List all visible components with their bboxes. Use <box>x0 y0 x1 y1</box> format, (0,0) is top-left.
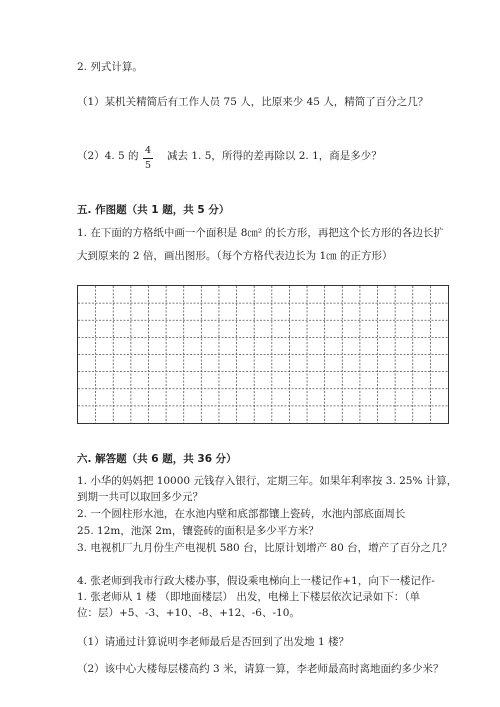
problem-3-line1: 3. 电视机厂九月份生产电视机 580 台，比原计划增产 80 台，增产了百分之几？ <box>77 542 453 554</box>
drawing-question-line1: 1. 在下面的方格纸中画一个面积是 8㎝² 的长方形，再把这个长方形的各边长扩 <box>77 227 444 239</box>
problem-4-line1: 4. 张老师到我市行政大楼办事，假设乘电梯向上一楼记作+1，向下一楼记作- <box>77 575 435 587</box>
problem-1-line2: 到期一共可以取回多少元？ <box>77 491 203 503</box>
grid-lines <box>78 286 448 423</box>
drawing-question-line2: 大到原来的 2 倍，画出图形。（每个方格代表边长为 1㎝ 的正方形） <box>77 250 393 262</box>
problem-4-line2: 1. 张老师从 1 楼 （即地面楼层） 出发，电梯上下楼层依次记录如下：（单 <box>77 591 421 603</box>
problem-2-line1: 2. 一个圆柱形水池，在水池内壁和底部都镶上瓷砖，水池内部底面周长 <box>77 508 406 520</box>
section2-title: 2. 列式计算。 <box>77 61 143 73</box>
problem-4-subquestion-2: （2）该中心大楼每层楼高约 3 米，请算一算，李老师最高时离地面约多少米？ <box>77 663 444 675</box>
problem-4-subquestion-1: （1）请通过计算说明李老师最后是否回到了出发地 1 楼？ <box>77 636 350 648</box>
section5-heading: 五. 作图题（共 1 题，共 5 分） <box>77 204 230 216</box>
fraction-bar <box>143 158 153 159</box>
section6-heading: 六. 解答题（共 6 题，共 36 分） <box>77 453 237 465</box>
square-grid-paper <box>77 285 449 424</box>
question-2-2-suffix: 减去 1. 5，所得的差再除以 2. 1，商是多少？ <box>167 150 382 162</box>
problem-2-line2: 25. 12m，池深 2m，镶瓷砖的面积是多少平方米？ <box>77 525 319 537</box>
question-2-2-prefix: （2）4. 5 的 <box>77 150 139 162</box>
fraction-denominator: 5 <box>144 160 152 171</box>
fraction-numerator: 4 <box>144 145 152 156</box>
question-2-1: （1）某机关精简后有工作人员 75 人，比原来少 45 人，精简了百分之几？ <box>77 96 429 108</box>
problem-4-line3: 位：层）+5、-3、+10、-8、+12、-6、-10。 <box>77 607 300 619</box>
problem-1-line1: 1. 小华的妈妈把 10000 元钱存入银行，定期三年。如果年利率按 3. 25% 计算， <box>77 475 458 487</box>
